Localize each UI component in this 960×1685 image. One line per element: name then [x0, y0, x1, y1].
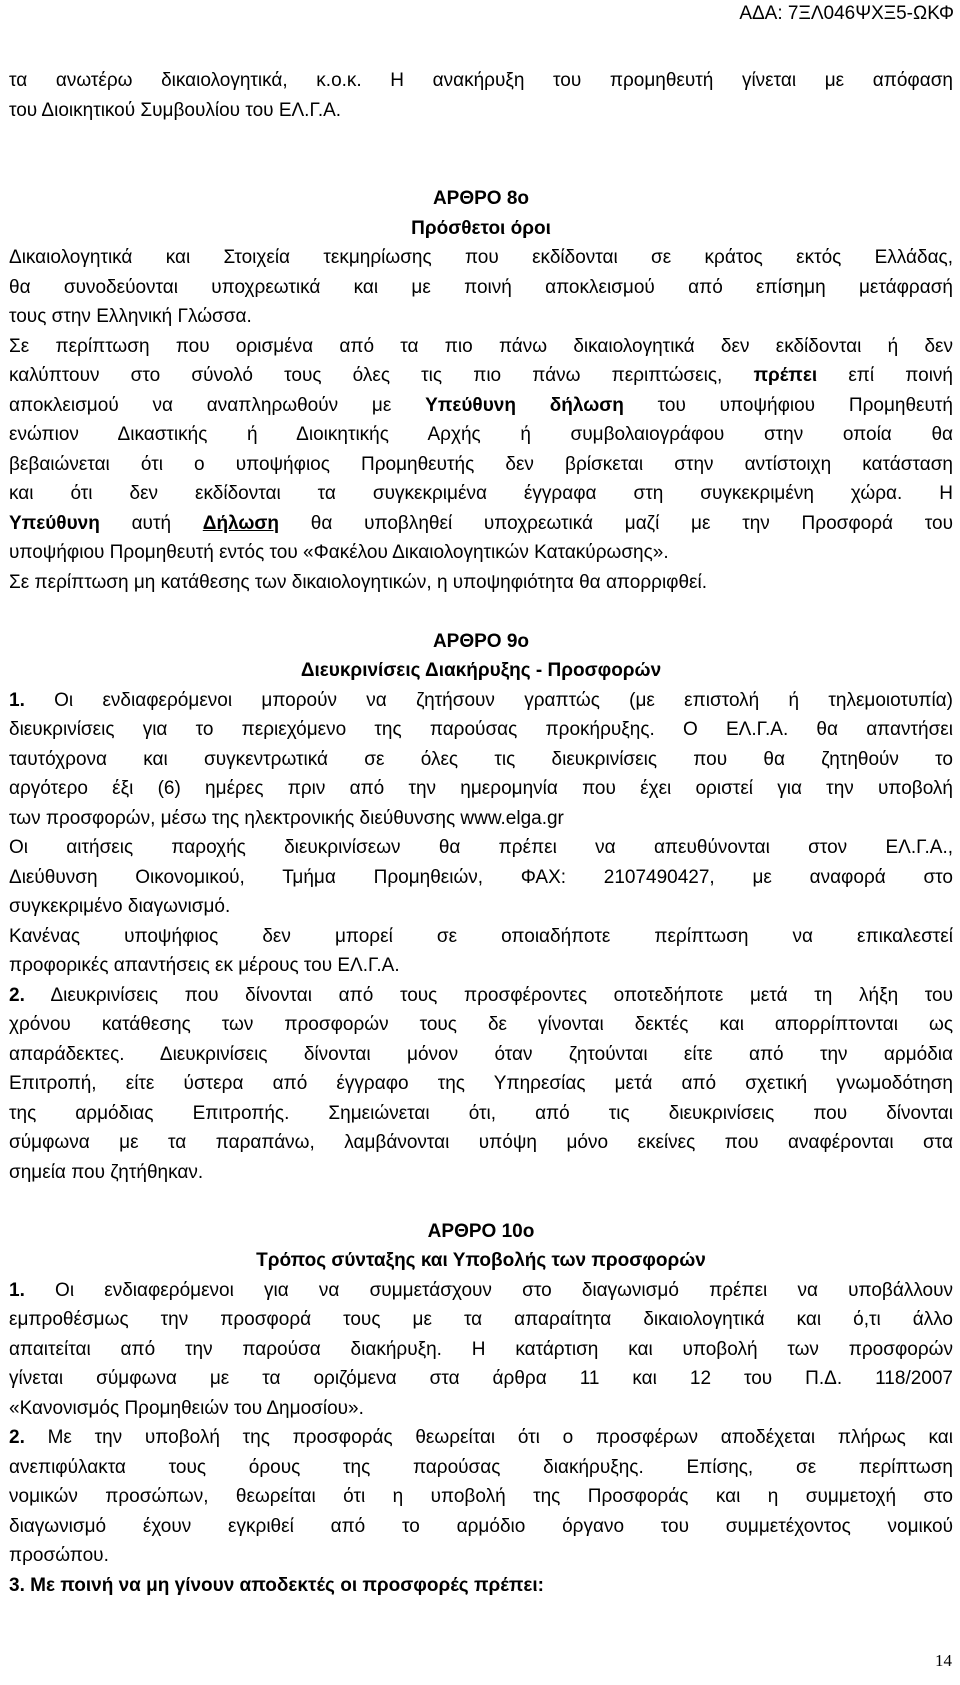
paragraph-line: Δικαιολογητικά και Στοιχεία τεκμηρίωσης που εκδίδονται σε κράτος εκτός Ελλάδας,: [9, 247, 953, 268]
emphasis-must: πρέπει: [753, 365, 818, 386]
paragraph-line: Υπεύθυνη αυτή Δήλωση θα υποβληθεί υποχρεωτικά μαζί με την Προσφορά του: [9, 512, 953, 534]
paragraph-line: αποκλεισμού να αναπληρωθούν με Υπεύθυνη δήλωση του υποψήφιου Προμηθευτή: [9, 394, 953, 416]
article-10-heading: ΑΡΘΡΟ 10ο: [427, 1220, 535, 1242]
paragraph-line: προφορικές απαντήσεις εκ μέρους του ΕΛ.Γ.Α.: [9, 955, 400, 976]
paragraph-line: ανεπιφύλακτα τους όρους της παρούσας διακήρυξης. Επίσης, σε περίπτωση: [9, 1456, 953, 1478]
paragraph-line: αργότερο έξι (6) ημέρες πριν από την ημερομηνία που έχει οριστεί για την υποβολή: [9, 778, 953, 799]
item-number: 2.: [9, 1427, 25, 1448]
paragraph-line: διευκρινίσεις για το περιεχόμενο της παρούσας προκήρυξης. Ο ΕΛ.Γ.Α. θα απαντήσει: [9, 719, 953, 740]
paragraph-line: καλύπτουν στο σύνολό τους όλες τις πιο πάνω περιπτώσεις, πρέπει επί ποινή: [9, 365, 953, 386]
paragraph-line: σύμφωνα με τα παραπάνω, λαμβάνονται υπόψη μόνο εκείνες που αναφέρονται στα: [9, 1132, 953, 1153]
paragraph-line-bold: 3. Με ποινή να μη γίνουν αποδεκτές οι προσφορές πρέπει:: [9, 1574, 545, 1596]
document-body: [9, 66, 953, 1600]
paragraph-line: Κανένας υποψήφιος δεν μπορεί σε οποιαδήποτε περίπτωση να επικαλεστεί: [9, 925, 953, 947]
paragraph-line: βεβαιώνεται ότι ο υποψήφιος Προμηθευτής δεν βρίσκεται στην αντίστοιχη κατάσταση: [9, 453, 953, 475]
paragraph-line: και ότι δεν εκδίδονται τα συγκεκριμένα έγγραφα στη συγκεκριμένη χώρα. Η: [9, 483, 953, 504]
paragraph-line: σημεία που ζητήθηκαν.: [9, 1161, 204, 1183]
intro-line: τα ανωτέρω δικαιολογητικά, κ.ο.κ. Η ανακήρυξη του προμηθευτή γίνεται με απόφαση: [9, 70, 953, 91]
item-number: 2.: [9, 984, 25, 1006]
article-8-title: Πρόσθετοι όροι: [411, 217, 551, 239]
paragraph-line: γίνεται σύμφωνα με τα οριζόμενα στα άρθρα 11 και 12 του Π.Δ. 118/2007: [9, 1368, 953, 1389]
paragraph-line: συγκεκριμένο διαγωνισμό.: [9, 896, 231, 917]
emphasis-declaration-underlined: Δήλωση: [202, 512, 280, 534]
paragraph-line: 1. Οι ενδιαφερόμενοι για να συμμετάσχουν στο διαγωνισμό πρέπει να υποβάλλουν: [9, 1279, 953, 1301]
article-9-heading: ΑΡΘΡΟ 9ο: [432, 630, 530, 652]
item-number: 1.: [9, 689, 25, 711]
paragraph-line: «Κανονισμός Προμηθειών του Δημοσίου».: [9, 1397, 364, 1419]
paragraph-line: χρόνου κατάθεσης των προσφορών τους δε γίνονται δεκτές και απορρίπτονται ως: [9, 1014, 953, 1035]
paragraph-line: ταυτόχρονα και συγκεντρωτικά σε όλες τις διευκρινίσεις που θα ζητηθούν το: [9, 748, 953, 770]
article-9-title: Διευκρινίσεις Διακήρυξης - Προσφορών: [300, 660, 662, 681]
paragraph-line: εμπροθέσμως την προσφορά τους με τα απαραίτητα δικαιολογητικά και ό,τι άλλο: [9, 1309, 953, 1330]
paragraph-line: της αρμόδιας Επιτροπής. Σημειώνεται ότι, από τις διευκρινίσεις που δίνονται: [9, 1102, 953, 1124]
paragraph-line: διαγωνισμό έχουν εγκριθεί από το αρμόδιο όργανο του συμμετέχοντος νομικού: [9, 1515, 953, 1537]
paragraph-line: Οι αιτήσεις παροχής διευκρινίσεων θα πρέπει να απευθύνονται στον ΕΛ.Γ.Α.,: [9, 837, 953, 858]
paragraph-line: προσώπου.: [9, 1545, 109, 1566]
intro-line: του Διοικητικού Συμβουλίου του ΕΛ.Γ.Α.: [9, 99, 342, 121]
paragraph-line: θα συνοδεύονται υποχρεωτικά και με ποινή αποκλεισμού από επίσημη μετάφρασή: [9, 276, 953, 298]
paragraph-line: Σε περίπτωση μη κατάθεσης των δικαιολογητικών, η υποψηφιότητα θα απορριφθεί.: [9, 571, 708, 593]
article-10-title: Τρόπος σύνταξης και Υποβολής των προσφορών: [256, 1250, 706, 1271]
paragraph-line: Επιτροπή, είτε ύστερα από έγγραφο της Υπηρεσίας μετά από σχετική γνωμοδότηση: [9, 1073, 953, 1094]
emphasis-declaration: Υπεύθυνη δήλωση: [425, 394, 624, 416]
paragraph-line: τους στην Ελληνική Γλώσσα.: [9, 306, 252, 327]
paragraph-line: Σε περίπτωση που ορισμένα από τα πιο πάνω δικαιολογητικά δεν εκδίδονται ή δεν: [9, 335, 953, 357]
paragraph-line: απαράδεκτες. Διευκρινίσεις δίνονται μόνον όταν ζητούνται είτε από την αρμόδια: [9, 1043, 953, 1065]
paragraph-line: ενώπιον Δικαστικής ή Διοικητικής Αρχής ή συμβολαιογράφου στην οποία θα: [9, 424, 953, 445]
paragraph-line: 2. Διευκρινίσεις που δίνονται από τους προσφέροντες οποτεδήποτε μετά τη λήξη του: [9, 984, 953, 1006]
paragraph-line: απαιτείται από την παρούσα διακήρυξη. Η κατάρτιση και υποβολή των προσφορών: [9, 1338, 953, 1360]
ada-code: ΑΔΑ: 7ΞΛ046ΨΧΞ5-ΩΚΦ: [739, 3, 954, 24]
paragraph-line: 2. Με την υποβολή της προσφοράς θεωρείται ότι ο προσφέρων αποδέχεται πλήρως και: [9, 1427, 953, 1448]
paragraph-line: υποψήφιου Προμηθευτή εντός του «Φακέλου Δικαιολογητικών Κατακύρωσης».: [9, 542, 669, 563]
paragraph-line: των προσφορών, μέσω της ηλεκτρονικής διεύθυνσης www.elga.gr: [9, 807, 564, 829]
paragraph-line: Διεύθυνση Οικονομικού, Τμήμα Προμηθειών, ΦΑΧ: 2107490427, με αναφορά στο: [9, 866, 953, 888]
item-number: 1.: [9, 1279, 25, 1301]
emphasis-responsible: Υπεύθυνη: [9, 512, 100, 534]
paragraph-line: νομικών προσώπων, θεωρείται ότι η υποβολή της Προσφοράς και η συμμετοχή στο: [9, 1486, 953, 1507]
article-8-heading: ΑΡΘΡΟ 8ο: [432, 188, 530, 209]
page-number: 14: [935, 1651, 952, 1670]
paragraph-line: 1. Οι ενδιαφερόμενοι μπορούν να ζητήσουν γραπτώς (με επιστολή ή τηλεμοιοτυπία): [9, 689, 953, 711]
